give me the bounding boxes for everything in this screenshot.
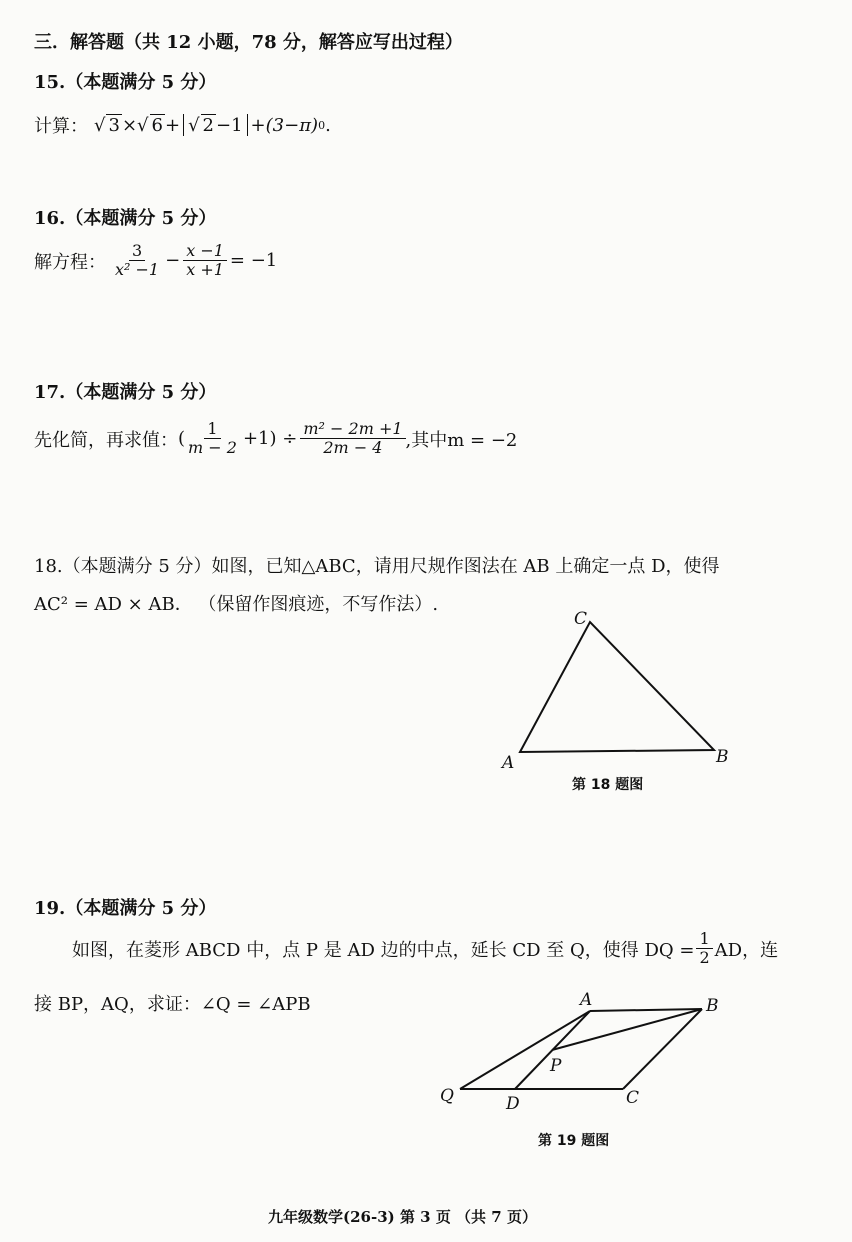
q17-prompt: 先化简，再求值：: [34, 429, 178, 451]
q17-fraction-1: [185, 420, 240, 457]
line-cb: [623, 1009, 702, 1089]
q17-fraction-2: [300, 420, 405, 457]
q15-sqrt6: 6: [151, 115, 163, 136]
q19-caption: 第 19 题图: [538, 1133, 610, 1149]
q18-label-a: A: [502, 753, 515, 773]
q16-frac2-numerator: x −1: [183, 242, 227, 261]
page-footer: 九年级数学(26-3) 第 3 页 （共 7 页）: [268, 1208, 537, 1226]
q19-label-c: C: [626, 1088, 640, 1108]
q15-period: .: [325, 114, 331, 136]
q17-open-paren: (: [178, 428, 186, 449]
q17-header: 17.（本题满分 5 分）: [34, 382, 217, 403]
q16-frac1-denominator: x² −1: [115, 260, 160, 279]
q17-frac1-denominator: m − 2: [188, 438, 237, 457]
q15-times: ×: [121, 114, 138, 136]
q15-abs-value: √ 2 −1: [183, 114, 247, 136]
q18-triangle-figure: [490, 600, 750, 800]
q19-label-b: B: [706, 996, 719, 1016]
q15-prompt: 计算：: [34, 116, 88, 137]
q17-frac1-numerator: 1: [204, 420, 220, 439]
q18-line2: AC² = AD × AB． （保留作图痕迹，不写作法）.: [34, 594, 439, 615]
q16-minus: −: [165, 250, 181, 271]
q16-prompt: 解方程：: [34, 251, 106, 273]
q19-label-q: Q: [440, 1086, 454, 1106]
q15-sqrt2: 2: [202, 115, 214, 136]
q19-line1-end: AD，连: [714, 939, 779, 961]
q16-frac2-denominator: x +1: [186, 260, 224, 279]
q15-expression: 计算： √ 3 × √ 6 + √ 2 −1 + (3−π) 0 .: [34, 112, 331, 138]
q18-line1: 18.（本题满分 5 分）如图，已知△ABC，请用尺规作图法在 AB 上确定一点 D，使得: [34, 556, 720, 577]
q19-header: 19.（本题满分 5 分）: [34, 898, 217, 919]
q15-header: 15.（本题满分 5 分）: [34, 72, 217, 93]
line-ab: [590, 1009, 702, 1011]
q15-exponent: 0: [318, 118, 326, 132]
section-heading: 三．解答题（共 12 小题，78 分，解答应写出过程）: [34, 32, 463, 53]
q15-plus2: +: [250, 114, 266, 136]
q15-sqrt3: 3: [108, 115, 120, 136]
q19-rhombus-figure: [430, 985, 740, 1115]
q15-plus1: +: [164, 114, 181, 136]
q17-frac2-denominator: 2m − 4: [323, 438, 383, 457]
q19-frac-denominator: 2: [699, 948, 710, 967]
q16-rhs: = −1: [229, 250, 278, 271]
q19-line1-text: 如图，在菱形 ABCD 中，点 P 是 AD 边的中点，延长 CD 至 Q，使得 DQ =: [72, 939, 695, 961]
q16-frac1-numerator: 3: [129, 242, 145, 261]
q17-expression: [34, 420, 517, 457]
q18-caption: 第 18 题图: [572, 777, 644, 793]
q19-label-d: D: [506, 1094, 520, 1114]
q19-label-a: A: [580, 990, 593, 1010]
q15-paren: (3−π): [265, 114, 319, 136]
q16-fraction-2: [183, 242, 227, 279]
q19-half-fraction: [696, 930, 712, 967]
q19-line2: 接 BP，AQ，求证：∠Q = ∠APB: [34, 994, 311, 1015]
q16-equation: [34, 242, 277, 279]
q16-fraction-1: [112, 242, 162, 279]
q17-tail: ,其中m = −2: [405, 429, 518, 451]
q19-label-p: P: [550, 1056, 562, 1076]
q18-label-c: C: [574, 609, 588, 629]
q19-frac-numerator: 1: [696, 930, 712, 949]
triangle-abc: [520, 622, 714, 752]
q15-minus1: −1: [216, 115, 243, 136]
q19-line1: [72, 930, 778, 967]
q17-plus-divide: +1) ÷: [242, 428, 298, 449]
line-pb: [552, 1009, 702, 1050]
q18-label-b: B: [716, 747, 729, 767]
q17-frac2-numerator: m² − 2m +1: [300, 420, 405, 439]
q16-header: 16.（本题满分 5 分）: [34, 208, 217, 229]
